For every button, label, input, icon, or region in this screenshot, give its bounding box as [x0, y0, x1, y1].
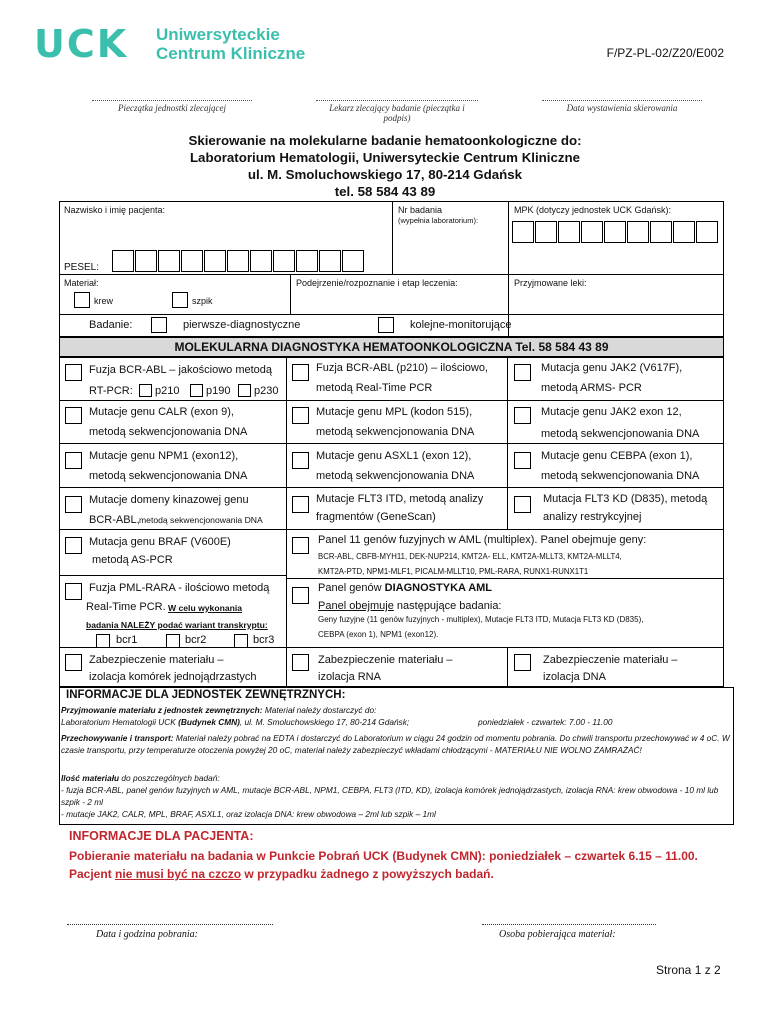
monitoring-checkbox[interactable] [378, 317, 394, 333]
divider [507, 647, 508, 687]
p210-label: p210 [155, 385, 180, 397]
aml-panel-label [318, 578, 492, 598]
divider [59, 575, 286, 576]
monitoring-label: kolejne-monitorujące [410, 319, 512, 331]
bcr1-checkbox[interactable] [96, 634, 110, 648]
krew-checkbox[interactable] [74, 292, 90, 308]
aml-fusion-panel-label: Panel 11 genów fuzyjnych w AML (multiplex). Panel obejmuje geny: [318, 534, 647, 546]
bcr-abl-qual-label: Fuzja BCR-ABL – jakościowo metodą [89, 364, 273, 376]
bcr-abl-kinase-checkbox[interactable] [65, 496, 82, 513]
flt3-kd-method: analizy restrykcyjnej [543, 511, 642, 523]
test-number-sub: (wypełnia laboratorium): [398, 216, 479, 225]
aml-panel-includes-a: Panel obejmuje [318, 600, 394, 612]
jak2-exon12-label: Mutacje genu JAK2 exon 12, [541, 406, 682, 418]
bcr-abl-quant-checkbox[interactable] [292, 364, 309, 381]
receiving-info-text: Materiał należy dostarczyć do: [264, 705, 377, 715]
quantity-line1: - fuzja BCR-ABL, panel genów fuzyjnych w AML, mutacje BCR-ABL, NPM1, CEBPA, FLT3 (ITD, KD), izolacja komórek jednojądrzastych, izolacja RNA: krew obwodowa - 10 ml lub szpik - 2 ml [61, 785, 719, 807]
aml-panel-label-b: DIAGNOSTYKA AML [384, 582, 493, 594]
logo-line2: Centrum Kliniczne [156, 44, 306, 63]
divider [286, 357, 287, 687]
patient-name-label: Nazwisko i imię pacjenta: [64, 205, 166, 215]
krew-label: krew [94, 296, 114, 306]
asxl1-label: Mutacje genu ASXL1 (exon 12), [316, 450, 472, 462]
braf-method: metodą AS-PCR [92, 554, 173, 566]
calr-method: metodą sekwencjonowania DNA [89, 426, 248, 438]
npm1-label: Mutacje genu NPM1 (exon12), [89, 450, 239, 462]
p230-checkbox[interactable] [238, 384, 251, 397]
logo-line1: Uniwersyteckie [156, 25, 280, 44]
dna-method: izolacja DNA [543, 671, 606, 683]
storage-text: Materiał należy pobrać na EDTA i dostarczyć do Laboratorium w ciągu 24 godzin od momentu pobrania. Do chwili transportu przechowywać w 4 oC. W czasie transportu, przy temperaturze otoczenia powyżej 20 oC, materiał należy zabezpieczyć wkładami chłodzącymi - MATERIAŁU NIE WOLNO ZAMRAŻAĆ! [61, 733, 730, 755]
unit-stamp-label: Pieczątka jednostki zlecającej [92, 100, 252, 113]
npm1-checkbox[interactable] [65, 452, 82, 469]
title-line1: Skierowanie na molekularne badanie hematoonkologiczne do: [188, 133, 582, 148]
aml-panel-tests-2: CEBPA (exon 1), NPM1 (exon12). [318, 630, 439, 639]
pml-rara-method: Real-Time PCR. [86, 601, 166, 613]
mpk-label: MPK (dotyczy jednostek UCK Gdańsk): [514, 205, 672, 215]
page-number: Strona 1 z 2 [656, 963, 721, 977]
jak2-v617f-checkbox[interactable] [514, 364, 531, 381]
flt3-itd-checkbox[interactable] [292, 496, 309, 513]
calr-checkbox[interactable] [65, 407, 82, 424]
uck-logo [34, 22, 334, 68]
aml-panel-includes [318, 596, 502, 616]
bcr2-label: bcr2 [185, 634, 207, 646]
p230-label: p230 [254, 385, 279, 397]
aml-fusion-genes-2: KMT2A-PTD, NPM1-MLF1, PICALM-MLLT10, PML-RARA, RUNX1-RUNX1T1 [318, 567, 589, 576]
bcr3-label: bcr3 [253, 634, 275, 646]
cebpa-method: metodą sekwencjonowania DNA [541, 470, 700, 482]
divider [392, 201, 393, 274]
divider [507, 443, 508, 487]
pml-rara-checkbox[interactable] [65, 583, 82, 600]
quantity-info [61, 773, 733, 785]
dna-isolation-checkbox[interactable] [514, 654, 531, 671]
pesel-cells[interactable] [112, 250, 365, 277]
bcr-abl-kinase-method: metodą sekwencjonowania DNA [139, 515, 263, 525]
rna-isolation-checkbox[interactable] [292, 654, 309, 671]
p210-checkbox[interactable] [139, 384, 152, 397]
pml-rara-note1: W celu wykonania [168, 603, 243, 613]
storage-info [61, 733, 733, 756]
dna-label: Zabezpieczenie materiału – [543, 654, 678, 666]
document-id: F/PZ-PL-02/Z20/E002 [606, 46, 724, 60]
szpik-label: szpik [192, 296, 213, 306]
aml-fusion-panel-checkbox[interactable] [292, 537, 309, 554]
mononuclear-isolation-checkbox[interactable] [65, 654, 82, 671]
lab-street: , ul. M. Smoluchowskiego 17, 80-214 Gdańsk; [239, 717, 410, 727]
mpl-checkbox[interactable] [292, 407, 309, 424]
collection-date-line [67, 924, 273, 925]
rna-method: izolacja RNA [318, 671, 381, 683]
bcr-abl-qual-checkbox[interactable] [65, 364, 82, 381]
bcr-abl-kinase-label: Mutacje domeny kinazowej genu [89, 494, 249, 506]
patient-info-line2b: nie musi być na czczo [115, 867, 242, 881]
flt3-itd-method: fragmentów (GeneScan) [316, 511, 436, 523]
receiving-info [61, 705, 733, 717]
flt3-kd-label: Mutacja FLT3 KD (D835), metodą [543, 493, 708, 505]
badanie-label: Badanie: [89, 319, 133, 331]
bcr-abl-kinase-gene: BCR-ABL, [89, 514, 140, 526]
p190-checkbox[interactable] [190, 384, 203, 397]
referral-date-label: Data wystawienia skierowania [542, 100, 702, 113]
diagnosis-label: Podejrzenie/rozpoznanie i etap leczenia: [296, 278, 458, 288]
bcr3-checkbox[interactable] [234, 634, 248, 648]
braf-checkbox[interactable] [65, 537, 82, 554]
cebpa-label: Mutacje genu CEBPA (exon 1), [541, 450, 693, 462]
braf-label: Mutacja genu BRAF (V600E) [89, 536, 231, 548]
title-line4: tel. 58 584 43 89 [334, 184, 436, 199]
mpl-method: metodą sekwencjonowania DNA [316, 426, 475, 438]
jak2-exon12-method: metodą sekwencjonowania DNA [541, 428, 700, 440]
title-line3: ul. M. Smoluchowskiego 17, 80-214 Gdańsk [247, 167, 523, 182]
receiving-info-title: Przyjmowanie materiału z jednostek zewnętrznych: [61, 705, 263, 715]
aml-panel-label-a: Panel genów [318, 582, 382, 594]
patient-info-line2c: w przypadku żadnego z powyższych badań. [244, 867, 494, 881]
title-line2: Laboratorium Hematologii, Uniwersyteckie Centrum Kliniczne [189, 150, 581, 165]
rna-label: Zabezpieczenie materiału – [318, 654, 453, 666]
first-diagnostic-label: pierwsze-diagnostyczne [183, 319, 301, 331]
bcr-abl-quant-label: Fuzja BCR-ABL (p210) – ilościowo, [316, 362, 488, 374]
bcr2-checkbox[interactable] [166, 634, 180, 648]
drugs-label: Przyjmowane leki: [514, 278, 587, 288]
quantity-line2: - mutacje JAK2, CALR, MPL, BRAF, ASXL1, oraz izolacja DNA: krew obwodowa – 2ml lub szpik – 1ml [61, 809, 436, 819]
asxl1-method: metodą sekwencjonowania DNA [316, 470, 475, 482]
divider [59, 487, 724, 488]
quantity-text: do poszczególnych badań: [121, 773, 220, 783]
lab-hours: poniedziałek - czwartek: 7.00 - 11.00 [478, 717, 613, 727]
aml-panel-includes-b: następujące badania: [396, 600, 502, 612]
mpk-cells[interactable] [512, 221, 719, 248]
calr-label: Mutacje genu CALR (exon 9), [89, 406, 234, 418]
divider [290, 274, 291, 314]
lab-name: Laboratorium Hematologii UCK [61, 717, 176, 727]
jak2-exon12-checkbox[interactable] [514, 407, 531, 424]
mpl-label: Mutacje genu MPL (kodon 515), [316, 406, 473, 418]
patient-info-line2a: Pacjent [69, 867, 112, 881]
material-label: Materiał: [64, 278, 99, 288]
page-title [0, 132, 770, 200]
aml-diagnostic-panel-checkbox[interactable] [292, 587, 309, 604]
patient-info-heading: INFORMACJE DLA PACJENTA: [69, 829, 254, 843]
mononuclear-label: Zabezpieczenie materiału – [89, 654, 224, 666]
mononuclear-method: izolacja komórek jednojądrzastych [89, 671, 257, 683]
divider [507, 487, 508, 529]
first-diagnostic-checkbox[interactable] [151, 317, 167, 333]
collection-date-label: Data i godzina pobrania: [96, 929, 198, 940]
doctor-stamp-label: Lekarz zlecający badanie (pieczątka i podpis) [316, 100, 478, 123]
logo-text [156, 25, 305, 63]
storage-title: Przechowywanie i transport: [61, 733, 174, 743]
pml-rara-note2: badania NALEŻY podać wariant transkryptu: [86, 620, 268, 630]
patient-info-line1: Pobieranie materiału na badania w Punkcie Pobrań UCK (Budynek CMN): poniedziałek – czwartek 6.15 – 11.00. [69, 849, 698, 863]
npm1-method: metodą sekwencjonowania DNA [89, 470, 248, 482]
jak2-v617f-method: metodą ARMS- PCR [541, 382, 642, 394]
quantity-title: Ilość materiału [61, 773, 120, 783]
test-number-label: Nr badania [398, 205, 443, 215]
external-info-heading: INFORMACJE DLA JEDNOSTEK ZEWNĘTRZNYCH: [66, 689, 346, 701]
patient-info-line2 [69, 867, 494, 881]
divider [59, 314, 724, 315]
aml-fusion-genes-1: BCR-ABL, CBFB-MYH11, DEK-NUP214, KMT2A- ELL, KMT2A-MLLT3, KMT2A-MLLT4, [318, 552, 622, 561]
section-band: MOLEKULARNA DIAGNOSTYKA HEMATOONKOLOGICZNA Tel. 58 584 43 89 [59, 337, 724, 357]
lab-building: (Budynek CMN) [178, 717, 240, 727]
collector-line [482, 924, 656, 925]
divider [59, 647, 724, 648]
cebpa-checkbox[interactable] [514, 452, 531, 469]
flt3-kd-checkbox[interactable] [514, 496, 531, 513]
collector-label: Osoba pobierająca materiał: [499, 929, 616, 940]
szpik-checkbox[interactable] [172, 292, 188, 308]
pesel-label: PESEL: [64, 262, 100, 273]
bcr1-label: bcr1 [116, 634, 138, 646]
aml-panel-tests-1: Geny fuzyjne (11 genów fuzyjnych - multiplex), Mutacje FLT3 ITD, Mutacja FLT3 KD (D835), [318, 615, 644, 624]
rt-pcr-label: RT-PCR: [89, 385, 133, 397]
p190-label: p190 [206, 385, 231, 397]
jak2-v617f-label: Mutacja genu JAK2 (V617F), [541, 362, 683, 374]
asxl1-checkbox[interactable] [292, 452, 309, 469]
flt3-itd-label: Mutacje FLT3 ITD, metodą analizy [316, 493, 484, 505]
pml-rara-label: Fuzja PML-RARA - ilościowo metodą [89, 582, 270, 594]
logo-mark: UCK [34, 22, 129, 66]
bcr-abl-quant-method: metodą Real-Time PCR [316, 382, 433, 394]
